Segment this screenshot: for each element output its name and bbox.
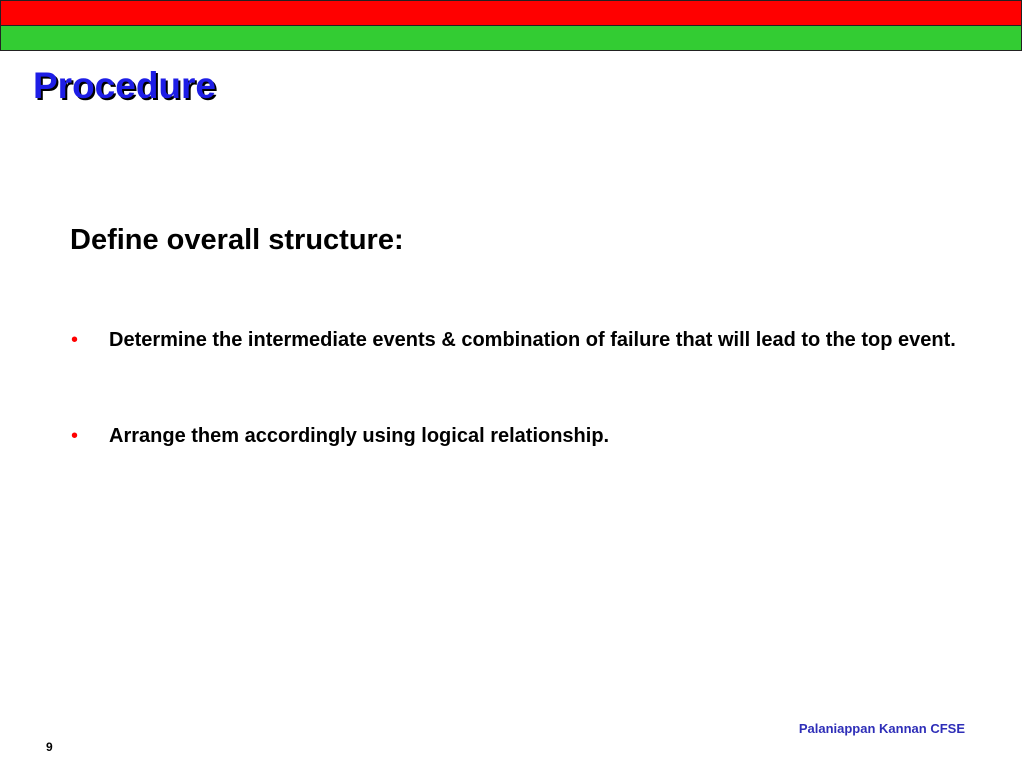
green-header-band [0,25,1022,51]
slide-title: Procedure [33,65,217,106]
bullet-item [70,326,970,354]
bullet-marker-icon: • [71,329,79,351]
page-number: 9 [46,740,53,754]
bullet-list [70,326,970,450]
bullet-item [70,422,970,450]
bullet-text: Determine the intermediate events & combination of failure that will lead to the top event. [109,329,956,351]
footer-author: Palaniappan Kannan CFSE [798,721,965,736]
section-heading: Define overall structure: [70,224,404,256]
bullet-marker-icon: • [71,425,79,447]
bullet-text: Arrange them accordingly using logical relationship. [109,425,610,447]
red-header-band [0,0,1022,26]
